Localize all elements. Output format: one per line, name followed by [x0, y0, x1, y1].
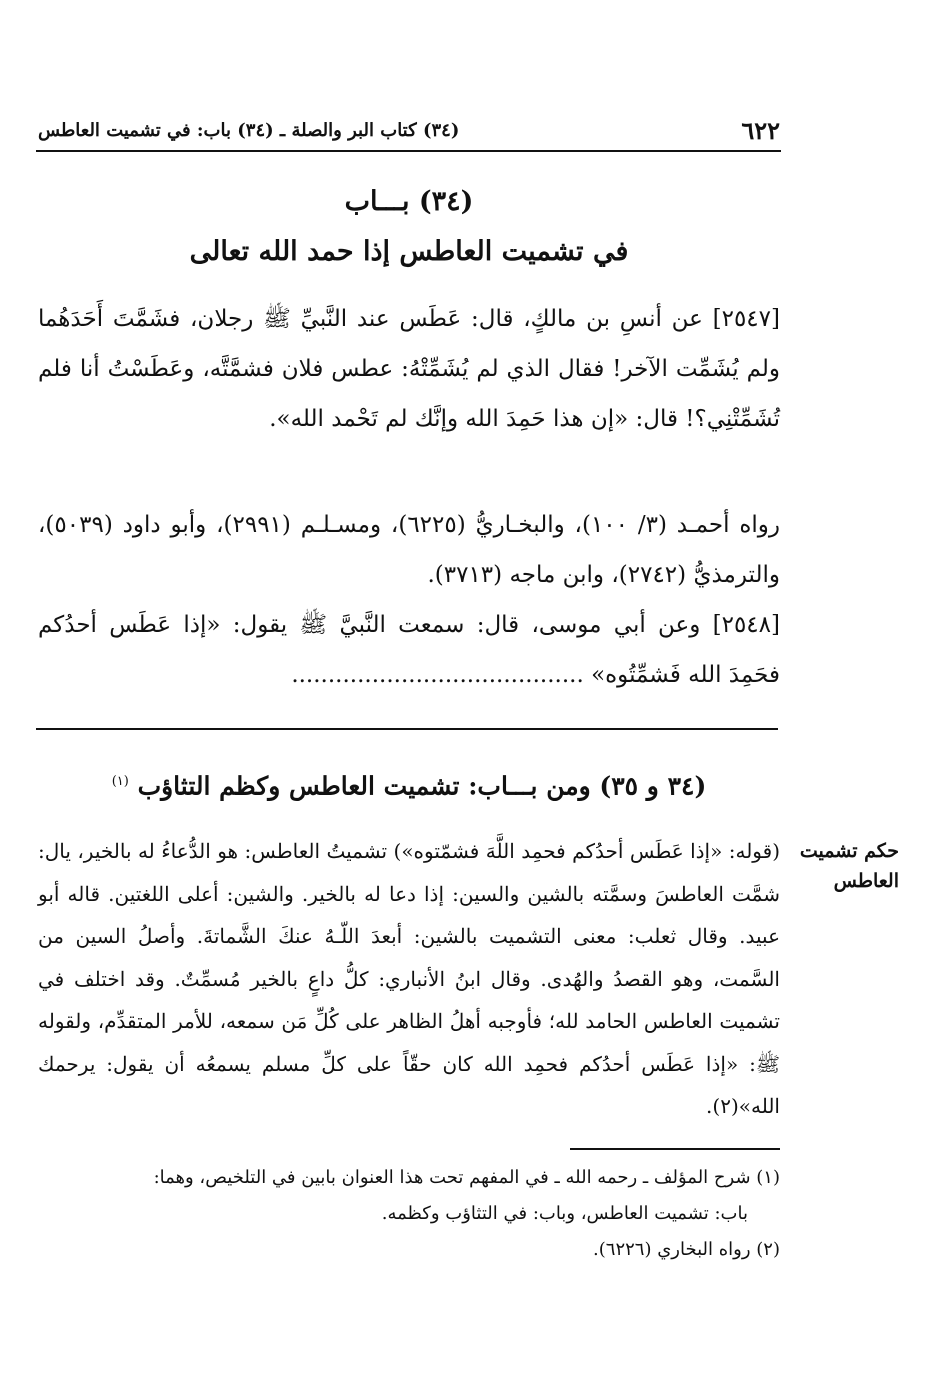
footnote-1-line-2: باب: تشميت العاطس، وباب: في التثاؤب وكظمه. — [381, 1203, 748, 1224]
hadith-2547-source: رواه أحمـد (٣/ ١٠٠)، والبخـاريُّ (٦٢٢٥)، ومسـلـم (٢٩٩١)، وأبو داود (٥٠٣٩)، والترمذيُّ (٢٧٤٢)، وابن ماجه (٣٧١٣). — [38, 512, 780, 588]
footnotes — [38, 1160, 780, 1268]
section-divider — [36, 728, 778, 730]
page-number: ٦٢٢ — [741, 115, 780, 145]
chapter-title: (٣٤) بـــاب — [344, 186, 474, 217]
footnote-ref-1: (١) — [111, 774, 129, 789]
commentary-text: (قوله: «إذا عَطَس أحدُكم فحمِد اللَّهَ فشمّتوه») تشميتُ العاطس: هو الدُّعاءُ له بالخير، يال: شمَّت العاطسَ وسمَّته بالشين والسين: إذا دعا له بالخير. والشين: أعلى اللغتين. قاله أبو عبيد. وقال ثعلب: معنى التشميت بالشين: أبعدَ اللّـهُ عنكَ الشَّماتةَ. وأصلُ السين من السَّمت، وهو القصدُ والهُدى. وقال ابنُ الأنباري: كلُّ داعٍ بالخير مُسمِّتٌ. وقد اختلف في تشميت العاطس الحامد لله؛ فأوجبه أهلُ الظاهر على كُلِّ مَن سمعه، للأمر المتقدِّم، ولقوله ﷺ: «إذا عَطَس أحدُكم فحمِد الله كان حقّاً على كلِّ مسلم يسمعُه أن يقول: يرحمك الله»(٢). — [38, 839, 780, 1118]
hadith-2547: [٢٥٤٧] عن أنسِ بن مالكٍ، قال: عَطَس عند النَّبيِّ ﷺ رجلان، فشَمَّتَ أَحَدَهُما ولم يُشَمِّت الآخر! فقال الذي لم يُشَمِّتْهُ: عطس فلان فشمَّتَّه، وعَطَسْتُ أنا فلم تُشَمِّتْنِي؟! قال: «إن هذا حَمِدَ الله وإنَّك لم تَحْمد الله». — [38, 306, 780, 432]
running-title: (٣٤) كتاب البر والصلة ـ (٣٤) باب: في تشميت العاطس — [38, 119, 460, 141]
footnote-rule — [570, 1148, 780, 1150]
commentary-section-title — [38, 762, 780, 806]
header-rule — [36, 150, 781, 152]
footnote-1-line-1: (١) شرح المؤلف ـ رحمه الله ـ في المفهم تحت هذا العنوان بابين في التلخيص، وهما: — [153, 1167, 780, 1188]
margin-note: حكم تشميت العاطس — [799, 840, 899, 892]
running-header — [38, 112, 780, 148]
chapter-subtitle: في تشميت العاطس إذا حمد الله تعالى — [189, 236, 629, 267]
hadith-2548: [٢٥٤٨] وعن أبي موسى، قال: سمعت النَّبيَّ ﷺ يقول: «إذا عَطَس أحدُكم فحَمِدَ الله فَشمِّتُوه» ........................................ — [38, 612, 780, 688]
footnote-2: (٢) رواه البخاري (٦٢٢٦). — [593, 1239, 780, 1260]
section-title-text: (٣٤ و ٣٥) ومن بـــاب: تشميت العاطس وكظم التثاؤب — [137, 771, 707, 801]
